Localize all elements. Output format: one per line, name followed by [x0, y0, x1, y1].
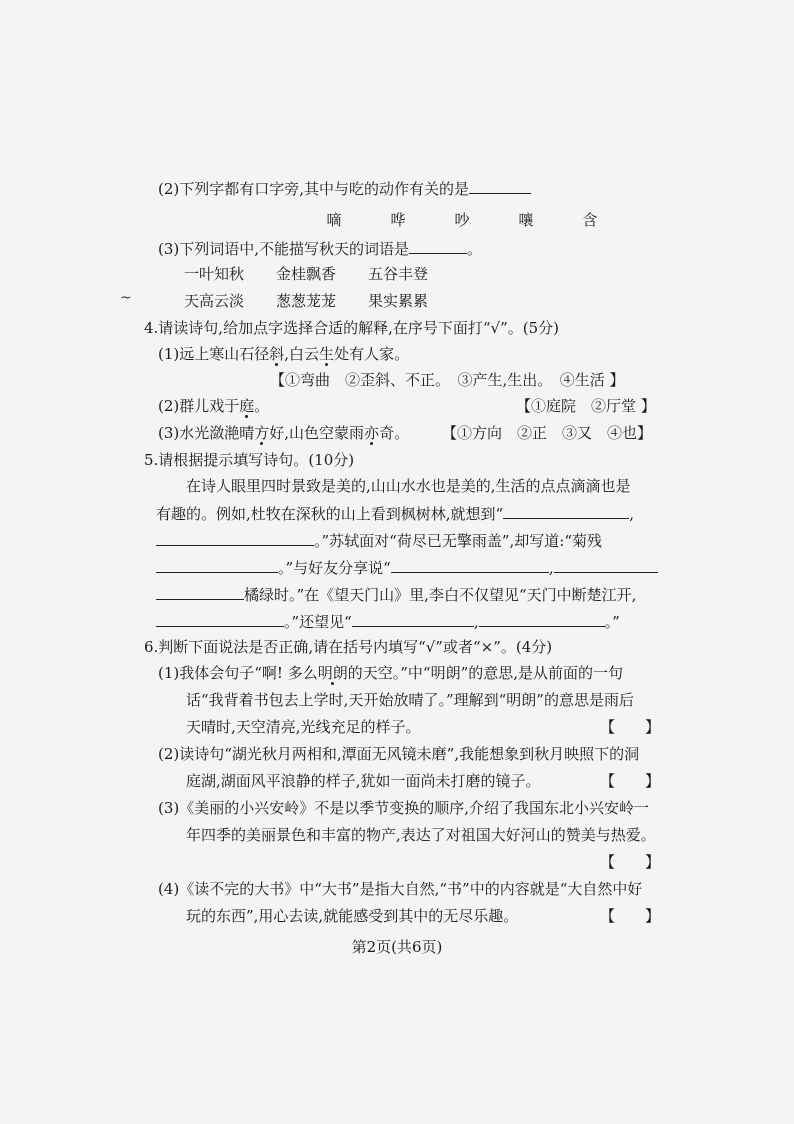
q6-text: (1)我体会句子“啊! 多么 — [158, 664, 318, 682]
char-option: 哗 — [390, 211, 406, 229]
q5-title: 5.请根据提示填写诗句。(10分) — [144, 451, 355, 469]
q4-p3-text: 好,山色空蒙雨 — [269, 424, 365, 442]
word-option: 一叶知秋 — [184, 265, 245, 283]
q6-p4-line2: 玩的东西”,用心去读,就能感受到其中的无尽乐趣。 — [186, 907, 519, 925]
q5-line5 — [156, 584, 636, 605]
q5-line1: 在诗人眼里四时景致是美的,山山水水也是美的,生活的点点滴滴也是 — [186, 477, 631, 495]
page-number: 第2页(共6页) — [351, 938, 443, 956]
q6-p1-line1 — [158, 663, 623, 683]
answer-bracket[interactable]: 【 】 — [600, 718, 661, 736]
dotted-char: 亦 — [364, 424, 380, 442]
q5-text: 。” — [604, 613, 620, 631]
dotted-char: 斜 — [269, 345, 285, 363]
answer-bracket[interactable]: 【 】 — [600, 772, 661, 790]
q5-text: 。”还望见“ — [284, 613, 352, 631]
q5-text: 。”苏轼面对“荷尽已无擎雨盖”,却写道:“菊残 — [314, 532, 602, 550]
q6-text: 的天空。”中“明朗”的意思,是从前面的一句 — [347, 664, 624, 682]
dotted-char: 庭 — [239, 397, 255, 415]
q5-line2 — [156, 503, 634, 524]
q4-p3-text: (3)水光潋滟晴 — [158, 424, 255, 442]
q5-line4 — [156, 557, 658, 578]
q5-text: , — [629, 505, 634, 523]
q6-p2-line2: 庭湖,湖面风平浪静的样子,犹如一面尚未打磨的镜子。 — [186, 772, 541, 790]
q4-p2-text: 。 — [254, 397, 270, 415]
q3-p3-row2 — [184, 291, 428, 311]
q4-p3-options: 【①方向 ②正 ③又 ④也】 — [442, 424, 653, 442]
dotted-char: 生 — [319, 345, 335, 363]
q4-p3-line — [158, 423, 409, 443]
answer-bracket[interactable]: 【 】 — [600, 907, 661, 925]
q3-p3-line — [158, 238, 482, 259]
q5-blank-3[interactable] — [156, 557, 278, 573]
q5-blank-2[interactable] — [156, 530, 314, 546]
q5-blank-7[interactable] — [156, 611, 284, 627]
word-option: 金桂飘香 — [276, 265, 337, 283]
q6-p1-line3: 天晴时,天空清亮,光线充足的样子。 — [186, 718, 421, 736]
dotted-char: 方 — [254, 424, 270, 442]
q4-p1-line — [158, 344, 409, 364]
q4-p2-line — [158, 396, 269, 416]
q5-blank-4[interactable] — [391, 557, 549, 573]
q4-p2-text: (2)群儿戏于 — [158, 397, 240, 415]
q5-blank-1[interactable] — [503, 503, 629, 519]
q3-p2-label: (2)下列字都有口字旁,其中与吃的动作有关的是 — [158, 180, 470, 198]
q4-p3-text: 奇。 — [379, 424, 410, 442]
answer-bracket[interactable]: 【 】 — [600, 853, 661, 871]
char-option: 嘀 — [326, 211, 342, 229]
q4-p1-options: 【①弯曲 ②歪斜、不正。 ③产生,生出。 ④生活 】 — [270, 371, 625, 389]
char-option: 含 — [582, 211, 598, 229]
q5-text: , — [473, 613, 479, 631]
dotted-word: 明朗 — [317, 664, 348, 682]
q5-line3 — [156, 530, 602, 551]
char-option: 嚷 — [518, 211, 534, 229]
q5-text: 有趣的。例如,杜牧在深秋的山上看到枫树林,就想到“ — [156, 505, 504, 523]
q6-p3-line2: 年四季的美丽景色和丰富的物产,表达了对祖国大好河山的赞美与热爱。 — [186, 826, 656, 844]
q3-p2-chars — [302, 210, 622, 230]
q4-title: 4.请读诗句,给加点字选择合适的解释,在序号下面打“√”。(5分) — [144, 319, 559, 337]
q5-text: 橘绿时。”在《望天门山》里,李白不仅望见“天门中断楚江开, — [244, 586, 637, 604]
word-option: 葱葱茏茏 — [276, 292, 337, 310]
q4-p1-text: ,白云 — [284, 345, 320, 363]
q6-p1-line2: 话“我背着书包去上学时,天开始放晴了。”理解到“明朗”的意思是雨后 — [186, 691, 634, 709]
q5-text: 。”与好友分享说“ — [278, 559, 391, 577]
q5-line6 — [156, 611, 620, 632]
q4-p1-text: (1)远上寒山石径 — [158, 345, 270, 363]
q5-blank-5[interactable] — [554, 557, 658, 573]
q3-p3-end: 。 — [467, 240, 483, 258]
margin-mark: ~ — [120, 290, 132, 306]
q3-p2-answer-blank[interactable] — [469, 178, 531, 194]
word-option: 果实累累 — [368, 292, 429, 310]
word-option: 五谷丰登 — [368, 265, 429, 283]
q4-p2-options: 【①庭院 ②厅堂 】 — [516, 397, 656, 415]
char-option: 吵 — [454, 211, 470, 229]
q5-blank-8[interactable] — [352, 611, 474, 627]
q5-blank-6[interactable] — [156, 584, 244, 600]
q5-text: , — [548, 559, 554, 577]
q4-p1-text: 处有人家。 — [334, 345, 410, 363]
q6-title: 6.判断下面说法是否正确,请在括号内填写“√”或者“×”。(4分) — [144, 638, 553, 656]
q3-p3-label: (3)下列词语中,不能描写秋天的词语是 — [158, 240, 410, 258]
q3-p3-row1 — [184, 264, 428, 284]
q3-p3-answer-blank[interactable] — [409, 238, 467, 254]
q3-p2-line — [158, 178, 531, 199]
word-option: 天高云淡 — [184, 292, 245, 310]
q6-p3-line1: (3)《美丽的小兴安岭》不是以季节变换的顺序,介绍了我国东北小兴安岭一 — [158, 799, 650, 817]
q5-blank-9[interactable] — [479, 611, 605, 627]
q6-p2-line1: (2)读诗句“湖光秋月两相和,潭面无风镜未磨”,我能想象到秋月映照下的洞 — [158, 745, 640, 763]
q6-p4-line1: (4)《读不完的大书》中“大书”是指大自然,“书”中的内容就是“大自然中好 — [158, 880, 643, 898]
